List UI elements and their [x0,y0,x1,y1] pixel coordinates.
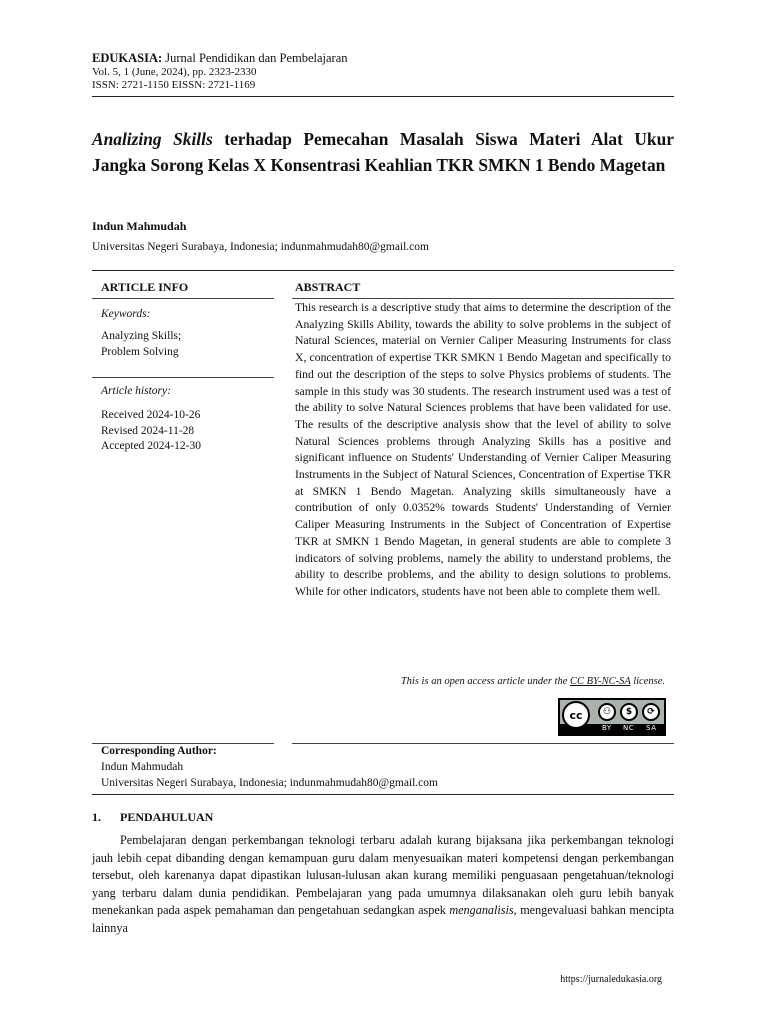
footer-url[interactable]: https://jurnaledukasia.org [560,974,662,985]
license-link[interactable]: CC BY-NC-SA [570,676,631,687]
cc-tag-nc: NC [623,724,635,732]
history-received: Received 2024-10-26 [101,409,201,421]
abstract-text: This research is a descriptive study that aims to determine the description of the Analyzing Skills Ability, towards the ability to solve problems in the subject of Natural Sciences, material on Vernier Caliper Measuring Instruments for class X, concentration of expertise TKR SMKN 1 Bendo Magetan and specifically to find out the description of the steps to solve Physics problems of students. The sample in this study was 30 students. The research instrument used was a test of the ability to solve Natural Sciences problems that have been validated for use. The results of the descriptive analysis show that the level of ability to solve Natural Sciences problems through Analyzing Skills has a positive and significant influence on Students' Understanding of Vernier Caliper Measuring Instruments in the Subject of Natural Sciences, Concentration of Expertise TKR at SMKN 1 Bendo Magetan. Analyzing skills simultaneously have a contribution of only 0.0352% towards Students' Understanding of Vernier Caliper Measuring Instruments in the Subject of Concentration of Expertise TKR at SMKN 1 Bendo Magetan, in general students are able to complete 3 indicators of solving problems, namely the ability to understand problems, the ability to describe problems, and the ability to design solutions to problems. While for other indicators, students have not been able to complete them well. [295,301,671,598]
cc-icon: cc [562,701,590,729]
sa-share-icon: ⟳ [642,703,660,721]
corr-top-rule-left [92,743,274,744]
cc-tag-by: BY [602,724,612,732]
corr-bottom-rule [92,794,674,795]
journal-header [92,50,674,97]
abstract-head-rule [292,298,674,299]
author-name: Indun Mahmudah [92,219,187,233]
keyword: Problem Solving [101,345,179,358]
keywords-label: Keywords: [101,308,151,320]
info-head-rule [92,298,274,299]
keywords-list [101,329,181,360]
abstract-heading: ABSTRACT [295,280,361,294]
journal-volume: Vol. 5, 1 (June, 2024), pp. 2323-2330 [92,66,257,78]
keyword: Analyzing Skills; [101,330,182,342]
section-body: Pembelajaran dengan perkembangan teknologi terbaru adalah kurang bijaksana jika perkembangan teknologi jauh lebih cepat dibanding dengan kemampuan guru dalam menyesuaikan materi kompetensi dengan perkembangan tersebut, oleh karenanya dapat dipastikan lulusan-lulusan akan kurang memiliki penguasaan pengetahuan/teknologi yang terbaru dalam dunia pendidikan. Pembelajaran yang pada umumnya dilaksanakan oleh guru lebih banyak menekankan pada aspek pemahaman dan pengetahuan sedangkan aspek menganalisis, mengevaluasi bahkan mencipta lainnya [92,833,674,935]
info-top-rule [92,270,674,271]
journal-issn: ISSN: 2721-1150 EISSN: 2721-1169 [92,79,256,91]
cc-tag-sa: SA [646,724,657,732]
journal-name: EDUKASIA: Jurnal Pendidikan dan Pembelajaran [92,51,348,65]
author-affiliation: Universitas Negeri Surabaya, Indonesia; indunmahmudah80@gmail.com [92,241,429,253]
history-accepted: Accepted 2024-12-30 [101,440,201,452]
nc-dollar-icon: $ [620,703,638,721]
license-statement: This is an open access article under the CC BY-NC-SA license. [400,676,665,687]
corresponding-name: Indun Mahmudah [101,761,184,773]
history-list [101,408,201,455]
by-person-icon: ⚇ [598,703,616,721]
article-title: Analizing Skills terhadap Pemecahan Masalah Siswa Materi Alat Ukur Jangka Sorong Kelas X Konsentrasi Keahlian TKR SMKN 1 Bendo Magetan [92,129,674,175]
section-heading: 1. PENDAHULUAN [92,810,214,824]
history-label: Article history: [101,385,171,397]
corresponding-affiliation: Universitas Negeri Surabaya, Indonesia; indunmahmudah80@gmail.com [101,777,438,789]
history-revised: Revised 2024-11-28 [101,424,195,437]
corr-top-rule-right [292,743,674,744]
cc-license-badge[interactable] [558,698,666,736]
article-info-heading: ARTICLE INFO [101,280,189,294]
history-divider [92,377,274,378]
corresponding-heading: Corresponding Author: [101,745,217,757]
